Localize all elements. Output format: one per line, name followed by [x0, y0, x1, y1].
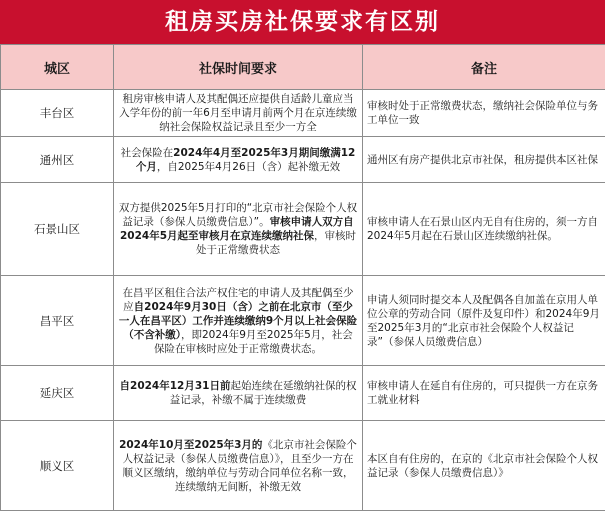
note-cell: 本区自有住房的，在京的《北京市社会保险个人权益记录（参保人员缴费信息）》	[363, 421, 605, 511]
requirement-run: 起始连续在延缴纳社保的权益记录，补缴不属于连续缴费	[170, 380, 357, 406]
table-row	[1, 137, 605, 183]
requirement-text	[118, 201, 358, 257]
requirement-text	[118, 379, 358, 407]
header-district: 城区	[1, 45, 114, 90]
note-cell: 申请人须同时提交本人及配偶各自加盖在京用人单位公章的劳动合同（原件及复印件）和2024年9月至2025年3月的“北京市社会保险个人权益记录”（参保人员缴费信息）	[363, 276, 605, 366]
table-header-row	[1, 45, 605, 90]
requirement-run: ，自2025年4月26日（含）起补缴无效	[157, 161, 340, 173]
requirement-run: ，即2024年9月至2025年5月，社会保险在审核时应处于正常缴费状态。	[154, 329, 353, 355]
requirement-run: 自2024年12月31日前	[120, 380, 231, 392]
district-cell: 丰台区	[1, 90, 114, 137]
requirement-text	[118, 92, 358, 134]
requirement-cell	[114, 366, 363, 421]
requirement-text	[118, 438, 358, 494]
district-cell: 昌平区	[1, 276, 114, 366]
requirement-text	[118, 286, 358, 356]
table-row	[1, 276, 605, 366]
requirement-run: 《北京市社会保险个人权益记录（参保人员缴费信息）》，且至少一方在顺义区缴纳，缴纳单位与劳动合同单位名称一致，连续缴纳无间断，补缴无效	[123, 439, 357, 493]
requirement-run: 自2024年9月30日（含）之前在北京市（至少一人在昌平区）工作并连续缴纳9个月以上社会保险（不含补缴）	[119, 301, 357, 341]
requirement-run: 租房审核申请人及其配偶还应提供自适龄儿童应当入学年份的前一年6月至申请月前两个月在京连续缴纳社会保险权益记录且至少一方全	[119, 93, 357, 133]
requirement-text	[118, 146, 358, 174]
requirement-run: 社会保险在	[121, 147, 174, 159]
requirement-run: 审核申请人双方自2024年5月起至审核月在京连续缴纳社保	[120, 216, 354, 242]
district-cell: 顺义区	[1, 421, 114, 511]
requirement-cell	[114, 183, 363, 276]
requirement-cell	[114, 421, 363, 511]
note-cell: 审核申请人在石景山区内无自有住房的，须一方自2024年5月起在石景山区连续缴纳社保。	[363, 183, 605, 276]
header-requirement: 社保时间要求	[114, 45, 363, 90]
note-cell: 通州区有房产提供北京市社保，租房提供本区社保	[363, 137, 605, 183]
requirement-run: ，审核时处于正常缴费状态	[196, 230, 356, 256]
table-row	[1, 421, 605, 511]
page-title: 租房买房社保要求有区别	[0, 0, 605, 44]
header-note: 备注	[363, 45, 605, 90]
table-row	[1, 366, 605, 421]
requirement-run: 在昌平区租住合法产权住宅的申请人及其配偶至少应	[123, 287, 354, 313]
requirement-run: 2024年10月至2025年3月的	[119, 439, 262, 451]
requirement-cell	[114, 276, 363, 366]
requirement-cell	[114, 90, 363, 137]
note-cell: 审核申请人在延自有住房的，可只提供一方在京务工就业材料	[363, 366, 605, 421]
table-row	[1, 183, 605, 276]
policy-table	[0, 44, 605, 511]
table-row	[1, 90, 605, 137]
requirement-run: 双方提供2025年5月打印的“北京市社会保险个人权益记录（参保人员缴费信息）”。	[119, 202, 357, 228]
requirement-cell	[114, 137, 363, 183]
requirement-run: 2024年4月至2025年3月期间缴满12个月	[136, 147, 355, 173]
district-cell: 延庆区	[1, 366, 114, 421]
district-cell: 通州区	[1, 137, 114, 183]
note-cell: 审核时处于正常缴费状态，缴纳社会保险单位与务工单位一致	[363, 90, 605, 137]
district-cell: 石景山区	[1, 183, 114, 276]
